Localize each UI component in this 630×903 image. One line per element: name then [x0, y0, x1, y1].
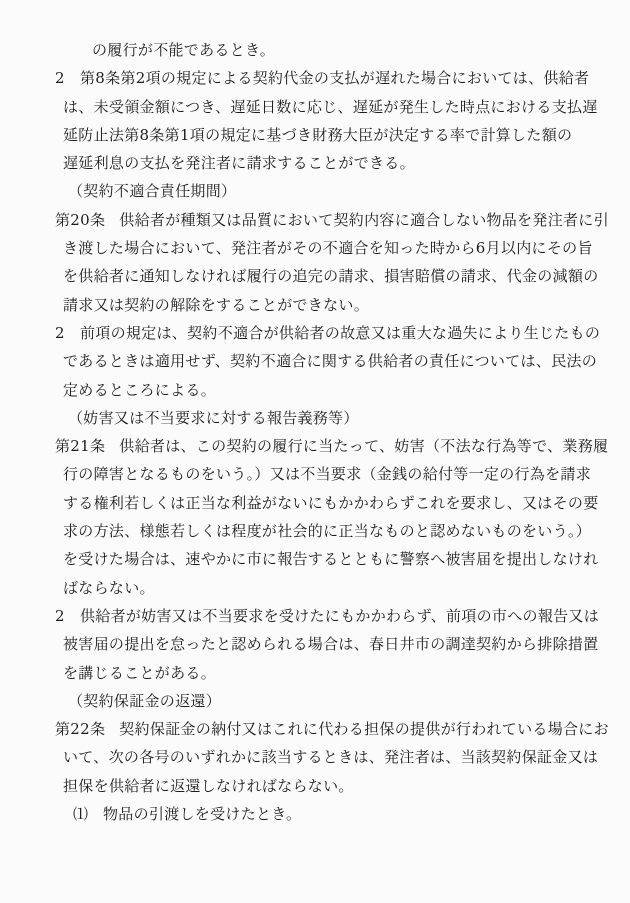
line-text: 請求又は契約の解除をすることができない。	[63, 295, 370, 314]
line-text: を講じることがある。	[63, 663, 217, 682]
document-line	[0, 93, 630, 121]
line-text: 前項の規定は、契約不適合が供給者の故意又は重大な過失により生じたもの	[80, 323, 601, 342]
paragraph-number: 2	[55, 323, 65, 342]
line-text: 求の方法、様態若しくは程度が社会的に正当なものと認めないものをいう。）	[63, 522, 592, 541]
contract-text-body	[0, 36, 630, 828]
line-text: 供給者は、この契約の履行に当たって、妨害（不法な行為等で、業務履	[119, 437, 609, 456]
document-line	[0, 659, 630, 687]
line-text: 担保を供給者に返還しなければならない。	[63, 776, 354, 795]
line-text: を供給者に通知しなければ履行の追完の請求、損害賠償の請求、代金の減額の	[63, 267, 599, 286]
document-line	[0, 545, 630, 573]
paragraph-number: 2	[55, 606, 65, 625]
line-text: （契約不適合責任期間）	[68, 182, 237, 201]
document-line	[0, 630, 630, 658]
document-line	[0, 347, 630, 375]
document-line	[0, 800, 630, 828]
line-text: 延防止法第8条第1項の規定に基づき財務大臣が決定する率で計算した額の	[63, 125, 573, 144]
document-line	[0, 517, 630, 545]
line-text: 契約保証金の納付又はこれに代わる担保の提供が行われている場合にお	[119, 720, 609, 739]
line-text: 行の障害となるものをいう。）又は不当要求（金銭の給付等一定の行為を請求	[63, 465, 592, 484]
article-number: 第21条	[55, 437, 106, 456]
line-text: 供給者が種類又は品質において契約内容に適合しない物品を発注者に引	[119, 210, 609, 229]
paragraph-number: 2	[55, 69, 65, 88]
document-line	[0, 772, 630, 800]
line-text: き渡した場合において、発注者がその不適合を知った時から6月以内にその旨	[63, 239, 593, 258]
document-line	[0, 489, 630, 517]
line-text: を受けた場合は、速やかに市に報告するとともに警察へ被害届を提出しなけれ	[63, 550, 599, 569]
document-line	[0, 36, 630, 64]
item-number: ⑴	[73, 805, 89, 824]
document-line	[0, 376, 630, 404]
document-line	[0, 574, 630, 602]
line-text: する権利若しくは正当な利益がないにもかかわらずこれを要求し、又はその要	[63, 493, 599, 512]
document-line	[0, 715, 630, 743]
document-line	[0, 64, 630, 92]
line-text: であるときは適用せず、契約不適合に関する供給者の責任については、民法の	[63, 352, 598, 371]
line-text: いて、次の各号のいずれかに該当するときは、発注者は、当該契約保証金又は	[63, 748, 599, 767]
document-line	[0, 149, 630, 177]
document-line	[0, 234, 630, 262]
line-text: 第8条第2項の規定による契約代金の支払が遅れた場合においては、供給者	[80, 69, 590, 88]
line-text: 物品の引渡しを受けたとき。	[103, 805, 302, 824]
line-text: ばならない。	[63, 578, 155, 597]
line-text: 被害届の提出を怠ったと認められる場合は、春日井市の調達契約から排除措置	[63, 635, 599, 654]
document-line	[0, 404, 630, 432]
document-line	[0, 177, 630, 205]
line-text: は、未受領金額につき、遅延日数に応じ、遅延が発生した時点における支払遅	[63, 97, 598, 116]
line-text: 供給者が妨害又は不当要求を受けたにもかかわらず、前項の市への報告又は	[80, 606, 600, 625]
document-line	[0, 291, 630, 319]
document-line	[0, 460, 630, 488]
document-line	[0, 432, 630, 460]
line-text: 定めるところによる。	[63, 380, 217, 399]
line-text: （妨害又は不当要求に対する報告義務等）	[68, 408, 359, 427]
document-line	[0, 602, 630, 630]
document-line	[0, 262, 630, 290]
article-number: 第20条	[55, 210, 106, 229]
document-line	[0, 121, 630, 149]
line-text: （契約保証金の返還）	[68, 691, 222, 710]
document-line	[0, 319, 630, 347]
line-text: 遅延利息の支払を発注者に請求することができる。	[63, 154, 415, 173]
document-line	[0, 743, 630, 771]
document-line	[0, 687, 630, 715]
article-number: 第22条	[55, 720, 106, 739]
line-text: の履行が不能であるとき。	[92, 41, 276, 59]
document-line	[0, 206, 630, 234]
